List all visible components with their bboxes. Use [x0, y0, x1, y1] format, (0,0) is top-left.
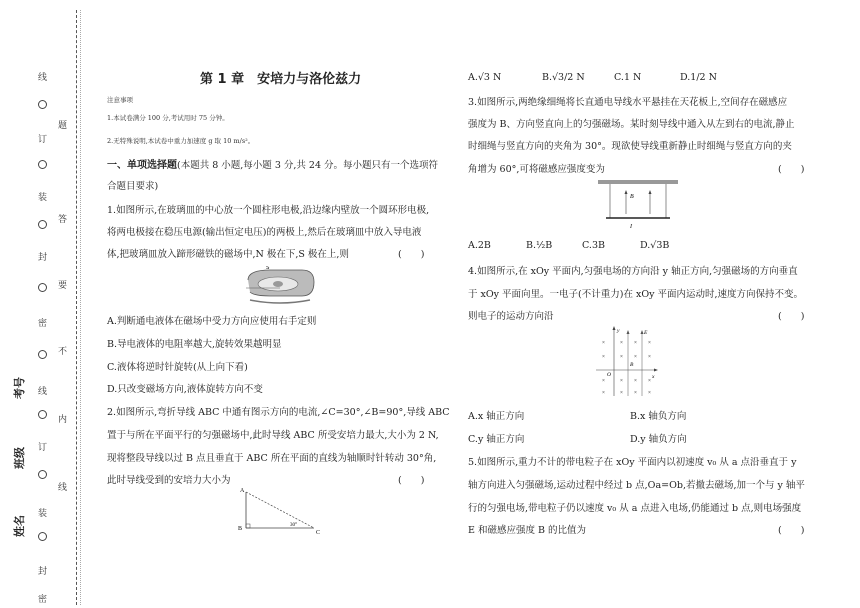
q3-line-2: 强度为 B、方向竖直向上的匀强磁场。某时刻导线中通入从左到右的电流,静止: [468, 119, 795, 130]
q2-option-d: D.1/2 N: [680, 72, 717, 83]
q5-line-2: 轴方向进入匀强磁场,运动过程中经过 b 点,Oa=Ob,若撤去磁场,加一个与 y 轴平: [468, 480, 805, 491]
binding-hole-circle: [38, 100, 47, 109]
seal-char: 密: [38, 319, 48, 329]
q4-fig-b: B: [630, 362, 634, 368]
q1-fig-s-label: S: [266, 266, 270, 271]
q3-figure-suspended-wire: [596, 178, 680, 234]
notes-title: 注意事项: [107, 96, 133, 104]
q4-fig-x: x: [652, 374, 655, 380]
seal-char: 线: [38, 387, 48, 397]
svg-text:×: ×: [602, 354, 605, 360]
q3-option-a: A.2B: [468, 240, 491, 251]
binding-hole-circle: [38, 470, 47, 479]
q1-option-b: B.导电液体的电阻率越大,旋转效果越明显: [107, 339, 282, 350]
svg-text:×: ×: [634, 390, 637, 396]
q4-option-c: C.y 轴正方向: [468, 434, 525, 445]
q4-options-row1: [468, 408, 686, 422]
svg-text:×: ×: [602, 378, 605, 384]
q3-options: [468, 240, 669, 251]
seal-char: 装: [38, 509, 48, 519]
binding-hole-circle: [38, 220, 47, 229]
q4-fig-y: y: [617, 328, 620, 334]
svg-text:×: ×: [620, 354, 623, 360]
q4-option-d: D.y 轴负方向: [630, 434, 687, 445]
q2-line-3: 现将整段导线以过 B 点且垂直于 ABC 所在平面的直线为轴顺时针转动 30°角,: [107, 453, 437, 464]
q2-option-c: C.1 N: [614, 72, 642, 83]
page-title: 第 1 章 安培力与洛伦兹力: [200, 72, 362, 87]
seal-char: 密: [38, 595, 48, 605]
svg-text:×: ×: [648, 378, 651, 384]
seal-char: 不: [58, 347, 68, 357]
seal-char: 封: [38, 253, 48, 263]
q4-option-b: B.x 轴负方向: [630, 411, 687, 422]
q3-fig-b: B: [630, 194, 634, 200]
q5-line-4: E 和磁感应强度 B 的比值为: [468, 525, 586, 536]
q2-line-2: 置于与所在平面平行的匀强磁场中,此时导线 ABC 所受安培力最大,大小为 2 N,: [107, 430, 439, 441]
svg-text:×: ×: [634, 378, 637, 384]
q2-line-1: 2.如图所示,弯折导线 ABC 中通有图示方向的电流,∠C=30°,∠B=90°,导线 ABC: [107, 407, 450, 418]
q1-option-c: C.液体将逆时针旋转(从上向下看): [107, 362, 248, 373]
note-2: 2.无特殊说明,本试卷中重力加速度 g 取 10 m/s²。: [107, 137, 255, 145]
section-desc: (本题共 8 小题,每小题 3 分,共 24 分。每小题只有一个选项符: [177, 160, 439, 171]
q2-figure-triangle: [234, 484, 330, 536]
q3-line-3: 时细绳与竖直方向的夹角为 30°。现欲使导线重新静止时细绳与竖直方向的夹: [468, 141, 792, 152]
q2-option-b: B.√3/2 N: [542, 72, 585, 83]
binding-hole-circle: [38, 350, 47, 359]
svg-text:×: ×: [648, 340, 651, 346]
seal-char: 答: [58, 215, 68, 225]
svg-text:×: ×: [620, 340, 623, 346]
q1-line-1: 1.如图所示,在玻璃皿的中心放一个圆柱形电极,沿边缘内壁放一个圆环形电极,: [107, 205, 430, 216]
q3-fig-i: I: [630, 224, 632, 230]
seal-char: 题: [58, 121, 68, 131]
svg-text:×: ×: [634, 354, 637, 360]
svg-text:×: ×: [620, 378, 623, 384]
q1-figure-magnet-dish: [240, 266, 320, 308]
q3-line-4: 角增为 60°,可将磁感应强度变为: [468, 164, 605, 175]
q2-fig-a: A: [240, 488, 245, 494]
seal-char: 线: [58, 483, 68, 493]
binding-hole-circle: [38, 532, 47, 541]
q4-options-row2: [468, 431, 687, 445]
binding-hole-circle: [38, 283, 47, 292]
q5-line-1: 5.如图所示,重力不计的带电粒子在 xOy 平面内以初速度 v₀ 从 a 点沿垂直于 y: [468, 457, 797, 468]
seal-char: 封: [38, 567, 48, 577]
q2-option-a: A.√3 N: [468, 72, 502, 83]
q4-figure-field-grid: [594, 324, 658, 400]
q4-answer-paren: ( ): [778, 311, 805, 322]
q1-answer-paren: ( ): [398, 249, 425, 260]
q3-option-b: B.½B: [526, 240, 553, 251]
q2-answer-paren: ( ): [398, 475, 425, 486]
seal-char: 内: [58, 415, 68, 425]
svg-text:×: ×: [602, 340, 605, 346]
exam-number-label: 考号: [13, 377, 26, 399]
seal-char: 要: [58, 281, 68, 291]
seal-char: 线: [38, 73, 48, 83]
svg-text:×: ×: [620, 390, 623, 396]
q4-fig-e: E: [644, 330, 648, 336]
svg-text:×: ×: [648, 354, 651, 360]
q2-line-4: 此时导线受到的安培力大小为: [107, 475, 231, 486]
q2-fig-c: C: [316, 530, 321, 536]
q1-line-2: 将两电极接在稳压电源(输出恒定电压)的两极上,然后在玻璃皿中放入导电液: [107, 227, 422, 238]
q2-fig-angle: 30°: [290, 523, 297, 528]
seal-char: 订: [38, 443, 48, 453]
q4-line-2: 于 xOy 平面向里。一电子(不计重力)在 xOy 平面内运动时,速度方向保持不变。: [468, 289, 804, 300]
q4-fig-o: O: [607, 372, 611, 378]
class-label: 班级: [13, 447, 26, 469]
binding-line: [76, 10, 77, 605]
q4-line-1: 4.如图所示,在 xOy 平面内,匀强电场的方向沿 y 轴正方向,匀强磁场的方向垂直: [468, 266, 798, 277]
name-label: 姓名: [13, 515, 26, 537]
q3-option-c: C.3B: [582, 240, 605, 251]
seal-char: 订: [38, 135, 48, 145]
q4-line-3: 则电子的运动方向沿: [468, 311, 554, 322]
q1-option-d: D.只改变磁场方向,液体旋转方向不变: [107, 384, 263, 395]
q1-option-a: A.判断通电液体在磁场中受力方向应使用右手定则: [107, 316, 317, 327]
seal-char: 装: [38, 193, 48, 203]
q5-answer-paren: ( ): [778, 525, 805, 536]
q3-answer-paren: ( ): [778, 164, 805, 175]
note-1: 1.本试卷满分 100 分,考试用时 75 分钟。: [107, 114, 229, 122]
section-title: 一、单项选择题: [107, 160, 177, 171]
q1-line-3: 体,把玻璃皿放入蹄形磁铁的磁场中,N 极在下,S 极在上,则: [107, 249, 349, 260]
q5-line-3: 行的匀强电场,带电粒子仍以速度 v₀ 从 a 点进入电场,仍能通过 b 点,则电场强度: [468, 503, 802, 514]
q3-line-1: 3.如图所示,两绝缘细绳将长直通电导线水平悬挂在天花板上,空间存在磁感应: [468, 97, 788, 108]
binding-hole-circle: [38, 160, 47, 169]
section-desc-2: 合题目要求): [107, 181, 159, 192]
q4-option-a: A.x 轴正方向: [468, 411, 525, 422]
q3-option-d: D.√3B: [640, 240, 670, 251]
svg-text:×: ×: [634, 340, 637, 346]
q2-fig-b: B: [238, 526, 243, 532]
binding-line-inner: [80, 10, 81, 605]
svg-text:×: ×: [602, 390, 605, 396]
section-heading: [107, 156, 438, 171]
svg-text:×: ×: [648, 390, 651, 396]
binding-hole-circle: [38, 410, 47, 419]
q2-options: [468, 72, 717, 83]
